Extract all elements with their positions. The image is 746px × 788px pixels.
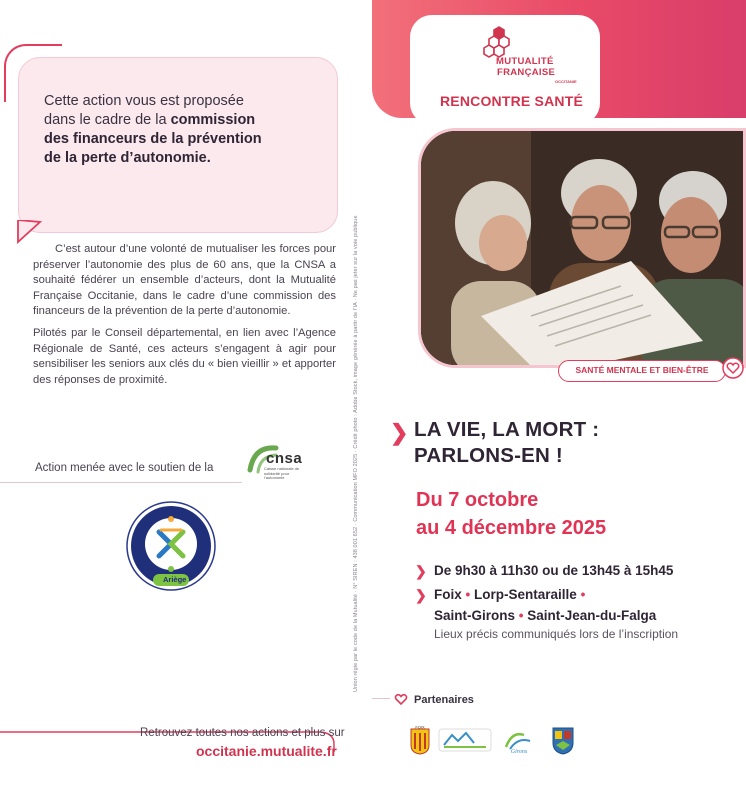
partner-logo-saint-girons [502,725,536,755]
bubble-tail-icon [16,220,56,244]
intro-text [44,92,324,168]
cnsa-name: cnsa [266,450,303,467]
title-line-1: LA VIE, LA MORT : [414,418,600,441]
theme-tag: SANTÉ MENTALE ET BIEN-ÊTRE [558,360,726,382]
support-divider [0,482,242,483]
place-saint-jean-du-falga: Saint-Jean-du-Falga [527,608,657,623]
chevron-right-icon: ❯ [415,587,427,603]
dates-line-2: au 4 décembre 2025 [416,517,607,539]
support-label: Action menée avec le soutien de la [35,462,214,474]
event-dates [416,486,606,542]
badge-department: Ariège [163,575,187,584]
chevron-right-icon: ❯ [415,563,427,579]
seniors-photo [418,128,746,368]
place-separator: • [465,587,471,602]
brand-region: OCCITANIE [555,79,577,84]
heart-hands-icon [722,356,744,380]
place-lorp-sentaraille: Lorp-Sentaraille [474,587,577,602]
footer-more-text: Retrouvez toutes nos actions et plus sur [140,727,345,739]
event-title [414,417,599,469]
partner-logo-foix [410,725,430,755]
partner-foix-text: FOIX [415,725,425,730]
left-panel [0,0,372,788]
intro-line-1: Cette action vous est proposée [44,93,244,109]
partners-label: Partenaires [414,694,474,706]
intro-line-2: dans le cadre de la [44,112,171,128]
right-panel [372,0,746,788]
place-saint-girons: Saint-Girons [434,608,516,623]
intro-line-2-bold: commission [170,112,256,128]
brand-name-line-1: MUTUALITÉ [496,56,554,67]
dove-heart-icon [394,692,408,706]
event-places-line-2 [434,608,656,623]
place-separator: • [580,587,586,602]
body-text [33,242,336,394]
brand-name-line-2: FRANÇAISE [497,67,556,78]
intro-line-3-bold: des financeurs de la prévention [44,131,262,147]
intro-line-4-bold: de la perte d’autonomie. [44,150,211,166]
partners-divider [372,698,390,699]
places-note: Lieux précis communiqués lors de l’inscription [434,627,679,641]
chevron-right-icon: ❯ [390,420,409,445]
place-foix: Foix [434,587,462,602]
event-hours: De 9h30 à 11h30 ou de 13h45 à 15h45 [434,563,674,578]
seniors-photo-illustration [421,131,746,368]
partner-logo-couserans [438,725,492,755]
paragraph-2: Pilotés par le Conseil départemental, en lien avec l’Agence Régionale de Santé, ces acteurs s’engagent à agir pour sensibiliser les seniors aux clés du « bien vieillir » et apporter des réponses de proximité. [33,326,336,386]
footer-website-link[interactable]: occitanie.mutualite.fr [196,743,337,759]
dates-line-1: Du 7 octobre [416,489,539,511]
place-separator: • [518,608,524,623]
svg-text:Girons: Girons [510,749,528,755]
event-type-label: RENCONTRE SANTÉ [440,93,584,109]
legal-credit-vertical: Union régie par le code de la Mutualité · N° SIREN : 438 001 652 · Communication MFO 2025 · Crédit photo : Adobe Stock, image générée à partir de l’IA · Ne pas jeter sur la voie publique [353,215,359,692]
title-line-2: PARLONS-EN ! [414,444,563,467]
partner-logo-saint-jean-du-falga [552,725,574,755]
cnsa-subtitle: Caisse nationale de solidarité pour l’autonomie [264,466,300,480]
event-places-line-1 [434,587,585,602]
paragraph-1: C’est autour d’une volonté de mutualiser les forces pour préserver l’autonomie des plus de 60 ans, que la CNSA a souhaité fédérer un ensemble d’acteurs, dont la Mutualité Française Occitanie, dans le cadre d’une commission des financeurs de la prévention de la perte d’autonomie. [33,243,336,318]
